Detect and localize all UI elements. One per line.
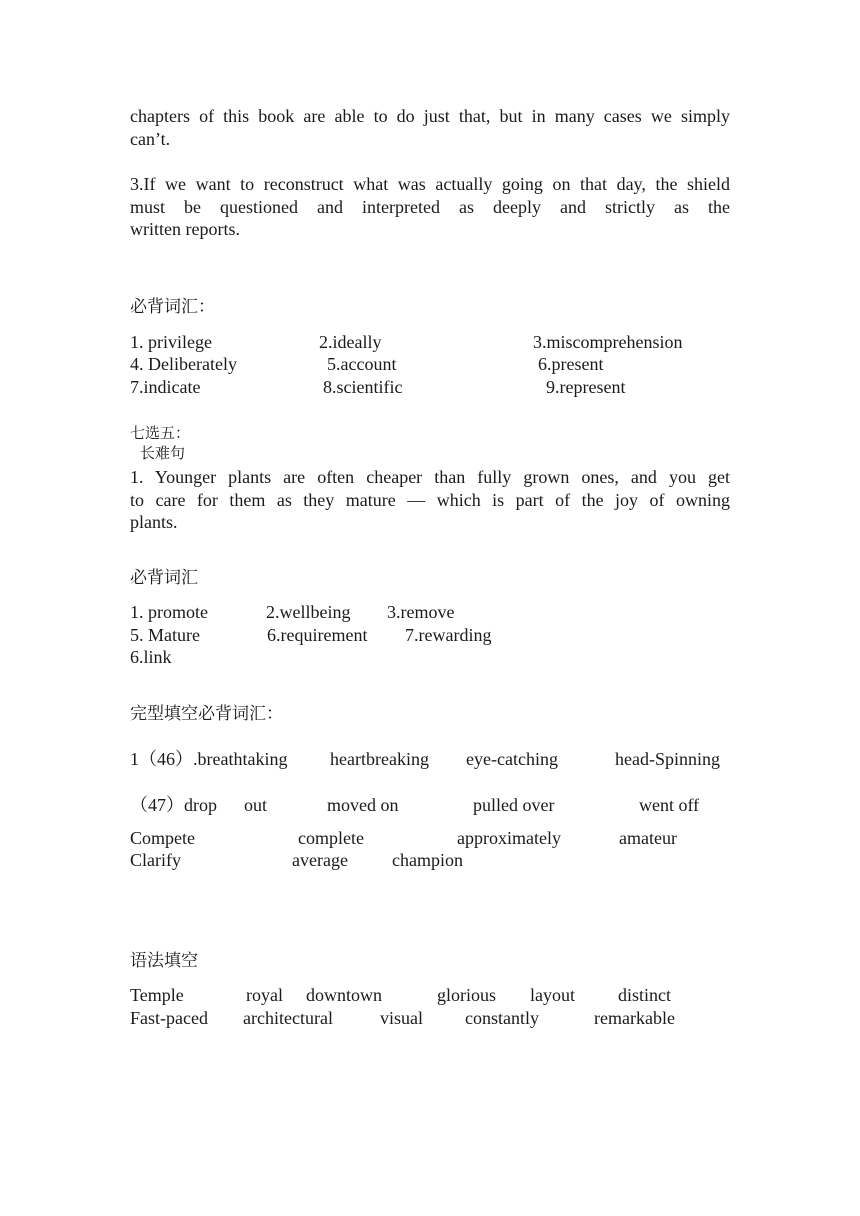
vocab-item: Temple [130, 985, 184, 1005]
section-heading: 七选五： [130, 424, 191, 442]
vocab-item: pulled over [473, 795, 555, 815]
paragraph-line: plants. [130, 512, 178, 532]
vocab-item: amateur [619, 828, 677, 848]
paragraph-line: to care for them as they mature — which is part of the joy of owning [130, 490, 730, 510]
vocab-row [130, 646, 730, 668]
section-heading: 必背词汇： [130, 297, 215, 317]
section-heading: 完型填空必背词汇： [130, 704, 283, 724]
vocab-item: 1. promote [130, 602, 208, 622]
vocab-item: eye-catching [466, 749, 558, 769]
vocab-row [130, 353, 730, 375]
vocab-row [130, 624, 730, 646]
vocab-item: architectural [243, 1008, 333, 1028]
vocab-item: complete [298, 828, 364, 848]
vocab-item: （47）drop [130, 795, 217, 815]
vocab-item: 5.account [327, 354, 397, 374]
vocab-row [130, 376, 730, 398]
vocab-row [130, 849, 730, 871]
vocab-row [130, 984, 730, 1006]
paragraph-line: can’t. [130, 129, 171, 149]
vocab-item: Clarify [130, 850, 181, 870]
vocab-item: distinct [618, 985, 671, 1005]
vocab-row [130, 794, 730, 816]
vocab-item: royal [246, 985, 283, 1005]
vocab-item: champion [392, 850, 463, 870]
vocab-item: went off [639, 795, 700, 815]
vocab-row [130, 601, 730, 623]
vocab-item: 2.wellbeing [266, 602, 351, 622]
vocab-item: heartbreaking [330, 749, 429, 769]
vocab-item: layout [530, 985, 575, 1005]
vocab-item: 4. Deliberately [130, 354, 237, 374]
vocab-item: head-Spinning [615, 749, 720, 769]
vocab-row [130, 331, 730, 353]
vocab-item: 1（46）.breathtaking [130, 749, 288, 769]
vocab-item: approximately [457, 828, 561, 848]
vocab-item: 8.scientific [323, 377, 403, 397]
vocab-item: 6.requirement [267, 625, 368, 645]
paragraph-line: 3.If we want to reconstruct what was actually going on that day, the shield [130, 174, 730, 194]
vocab-item: average [292, 850, 348, 870]
vocab-item: Compete [130, 828, 195, 848]
vocab-item: 9.represent [546, 377, 626, 397]
paragraph-line: 1. Younger plants are often cheaper than fully grown ones, and you get [130, 467, 730, 487]
vocab-item: 6.present [538, 354, 604, 374]
section-heading: 语法填空 [130, 951, 198, 971]
vocab-item: moved on [327, 795, 399, 815]
vocab-item: out [244, 795, 268, 815]
vocab-row [130, 748, 730, 770]
vocab-item: 7.rewarding [405, 625, 492, 645]
paragraph-line: must be questioned and interpreted as deeply and strictly as the [130, 197, 730, 217]
vocab-item: remarkable [594, 1008, 675, 1028]
vocab-item: glorious [437, 985, 497, 1005]
paragraph-line: chapters of this book are able to do just that, but in many cases we simply [130, 106, 730, 126]
paragraph-line: written reports. [130, 219, 240, 239]
vocab-item: Fast-paced [130, 1008, 208, 1028]
vocab-item: downtown [306, 985, 382, 1005]
vocab-item: 1. privilege [130, 332, 212, 352]
section-heading: 必背词汇 [130, 568, 198, 588]
vocab-item: 2.ideally [319, 332, 382, 352]
vocab-item: constantly [465, 1008, 539, 1028]
document-page [130, 0, 730, 1216]
vocab-row [130, 827, 730, 849]
vocab-item: 6.link [130, 647, 172, 667]
vocab-row [130, 1007, 730, 1029]
vocab-item: visual [380, 1008, 423, 1028]
vocab-item: 7.indicate [130, 377, 201, 397]
section-subheading: 长难句 [140, 444, 186, 462]
vocab-item: 5. Mature [130, 625, 200, 645]
vocab-item: 3.miscomprehension [533, 332, 683, 352]
vocab-item: 3.remove [387, 602, 455, 622]
